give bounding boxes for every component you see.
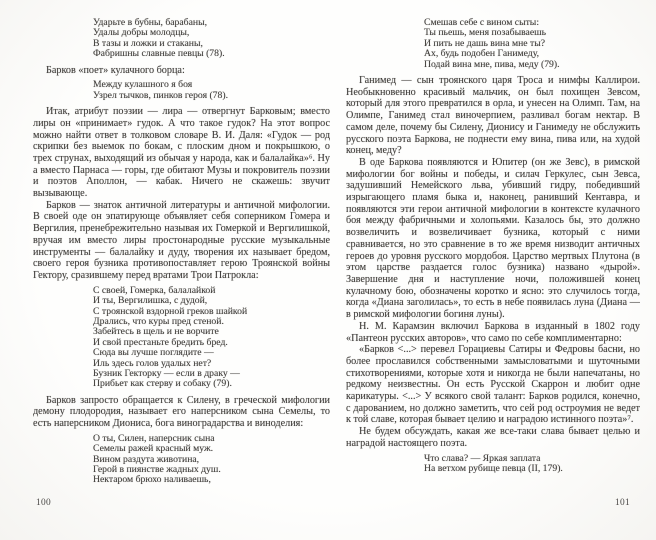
verse-line: Иль здесь голов удалых нет? [93,357,212,369]
verse-block [424,454,640,475]
paragraph: Барков запросто обращается к Силену, в греческой мифологии демону плодородия, называет его наперсником сына Семелы, то есть наперсником Диониса, бога виноградарства и виноделия: [33,394,330,430]
paragraph: «Барков <...> перевел Горациевы Сатиры и Федровы басни, но более прославился собственными замысловатыми и шуточными стихотворениями, которые хотя и никогда не были напечатаны, но редкому неизвестны. Он есть Русской Скаррон и любит одне карикатуры. <...> У всякого свой талант: Барков родился, конечно, с дарованием, но должно заметить, что сей род остроумия не ведет к той славе, которая бывает целию и наградою истинного поэта»⁷. [346,344,640,426]
verse-block [93,80,330,101]
verse-line: На ветхом рубище певца (II, 179). [424,462,563,474]
verse-line: И пить не дашь вина мне ты? [424,37,546,49]
page-right [346,0,640,540]
paragraph: Барков «поет» кулачного борца: [46,64,185,76]
page-number-left: 100 [36,498,51,508]
verse-line: Дрались, что куры пред стеной. [93,315,224,327]
verse-line: В тазы и ложки и стаканы, [93,37,203,49]
verse-line: Вином раздута животина, [93,453,200,465]
verse-line: Фабришны славные певцы (78). [93,48,225,60]
verse-line: С троянской вздорной греков шайкой [93,305,248,317]
verse-line: Нектаром брюхо наливаешь, [93,474,211,486]
verse-line: Что слава? — Яркая заплата [424,452,541,464]
verse-block [93,286,330,390]
verse-line: Герой в пиянстве жадных душ. [93,464,221,476]
page-number-right: 101 [615,498,630,508]
paragraph: Итак, атрибут поэзии — лира — отвергнут Барковым; вместо лиры он «принимает» гудок. А что такое гудок? На этот вопрос можно найти ответ в толковом словаре В. И. Даля: «Гудок — род скрипки без выемок по бокам, с плоским дном и покрышкою, о трех струнах, выходящий из обычая у народа, как и балалайка»⁶. Ну а вместо Парнаса — горы, где обитают Музы и покровитель поэзии и поэтов Аполлон, — кабак. Ничего не скажешь: звучит вызывающе. [33,106,330,200]
paragraph: Не будем обсуждать, какая же все-таки слава бывает целью и наградой настоящего поэта. [346,426,640,449]
verse-line: Прибьет как стерву и собаку (79). [93,378,232,390]
verse-block [93,18,330,60]
paragraph: Н. М. Карамзин включил Баркова в изданный в 1802 году «Пантеон русских авторов», что само по себе комплиментарно: [346,320,640,344]
verse-line: И ты, Вергилишка, с дудой, [93,295,208,307]
verse-block [424,18,640,70]
paragraph: Барков — знаток античной литературы и античной мифологии. В своей оде он эпатирующе объявляет себя соперником Гомера и Вергилия, пренебрежительно называя их Гомеркой и Вергилишкой, вручая им вместо лиры простонародные русские музыкальные инструменты — балалайку и дуду, творения их называет бредом, своего героя бузника противопоставляет герою Троянской войны Гектору, сразившему перед вратами Трои Патрокла: [33,199,330,281]
verse-line: Смешав себе с вином сыты: [424,17,540,28]
paragraph: В оде Баркова появляются и Юпитер (он же Зевс), в римской мифологии бог войны и победы, и силач Геркулес, сын Зевса, задушивший Немейского льва, убивший гидру, победивший изрыгающего пламя быка и, наконец, ранивший Кентавра, и появляются эти герои античной мифологии в контексте кулачного боя между фабричными и холопьями. Казалось бы, это должно возвеличить и возвеличивает бузника, который с ними сравнивается, но это сравнение в то же время низводит античных героев до уровня русского мордобоя. Царство мертвых Плутона (в этом царстве раздается голос бузника) названо «дырой». Завершение дня и наступление ночи, положившей конец кулачному бою, обозначены коротко и ясно: это случилось тогда, когда «Диана заголилась», то есть в небе появилась луна (Диана — в римской мифологии богиня луны). [346,156,640,321]
verse-line: Ударьте в бубны, барабаны, [93,17,208,28]
verse-line: Удалы добры молодцы, [93,27,190,39]
verse-line: Подай вина мне, пива, меду (79). [424,58,560,70]
verse-line: Ты пьешь, меня позабываешь [424,27,546,39]
verse-line: С своей, Гомерка, балалайкой [93,284,216,296]
page-left-text [33,0,330,486]
verse-block [93,434,330,486]
verse-line: Забейтесь в щель и не ворчите [93,326,219,338]
verse-line: Узрел тычков, пинков героя (78). [93,89,229,101]
verse-line: Сюда вы лучше поглядите — [93,347,214,359]
page-left [33,0,330,540]
verse-line: Ах, будь подобен Ганимеду, [424,48,540,60]
verse-line: Между кулашного я боя [93,79,193,91]
verse-line: Семелы ражей красный муж. [93,443,214,455]
paragraph: Ганимед — сын троянского царя Троса и нимфы Каллирои. Необыкновенно красивый мальчик, он был похищен Зевсом, который для этого превратился в орла, и унесен на Олимп. Там, на Олимпе, Ганимед стал виночерпием, разливал богам нектар. В самом деле, почему бы Силену, Дионису и Ганимеду не обслужить русского поэта Баркова, не поднести ему вина, пива или, на худой конец, меду? [346,75,640,157]
verse-line: Бузник Гекторку — если в драку — [93,367,240,379]
page-right-text [346,0,640,474]
verse-line: И свой престаньте бредить бред. [93,336,228,348]
verse-line: О ты, Силен, наперсник сына [93,432,215,444]
